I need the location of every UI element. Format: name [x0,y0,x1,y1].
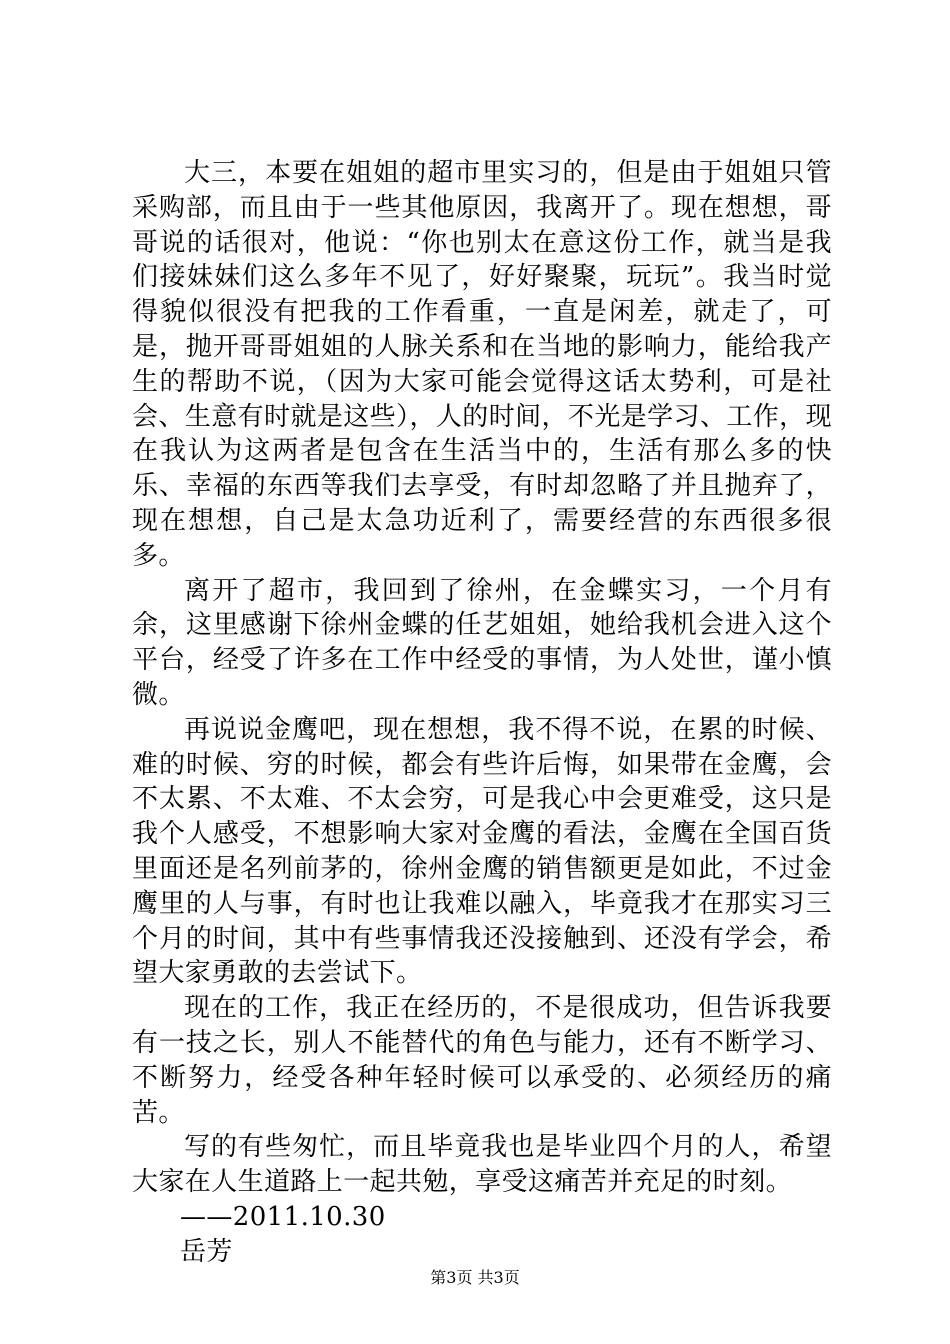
page-footer: 第3页 共3页 [430,1268,520,1287]
paragraph-1: 大三，本要在姐姐的超市里实习的，但是由于姐姐只管采购部，而且由于一些其他原因，我离开了。现在想想，哥哥说的话很对，他说：“你也别太在意这份工作，就当是我们接妹妹们这么多年不见了，好好聚聚，玩玩”。我当时觉得貌似很没有把我的工作看重，一直是闲差，就走了，可是，抛开哥哥姐姐的人脉关系和在当地的影响力，能给我产生的帮助不说，（因为大家可能会觉得这话太势利，可是社会、生意有时就是这些），人的时间，不光是学习、工作，现在我认为这两者是包含在生活当中的，生活有那么多的快乐、幸福的东西等我们去享受，有时却忽略了并且抛弃了，现在想想，自己是太急功近利了，需要经营的东西很多很多。 [132,158,832,571]
document-body [132,156,832,1270]
paragraph-3: 再说说金鹰吧，现在想想，我不得不说，在累的时候、难的时候、穷的时候，都会有些许后悔，如果带在金鹰，会不太累、不太难、不太会穷，可是我心中会更难受，这只是我个人感受，不想影响大家对金鹰的看法，金鹰在全国百货里面还是名列前茅的，徐州金鹰的销售额更是如此，不过金鹰里的人与事，有时也让我难以融入，毕竟我才在那实习三个月的时间，其中有些事情我还没接触到、还没有学会，希望大家勇敢的去尝试下。 [132,714,832,989]
signature-name: 岳芳 [180,1236,233,1267]
paragraph-4: 现在的工作，我正在经历的，不是很成功，但告诉我要有一技之长，别人不能替代的角色与能力，还有不断学习、不断努力，经受各种年轻时候可以承受的、必须经历的痛苦。 [132,993,832,1128]
paragraph-2: 离开了超市，我回到了徐州，在金蝶实习，一个月有余，这里感谢下徐州金蝶的任艺姐姐，她给我机会进入这个平台，经受了许多在工作中经受的事情，为人处世，谨小慎微。 [132,575,832,710]
paragraph-5: 写的有些匆忙，而且毕竟我也是毕业四个月的人，希望大家在人生道路上一起共勉，享受这痛苦并充足的时刻。 [132,1132,832,1198]
signature-date: ——2011.10.30 [180,1201,386,1232]
